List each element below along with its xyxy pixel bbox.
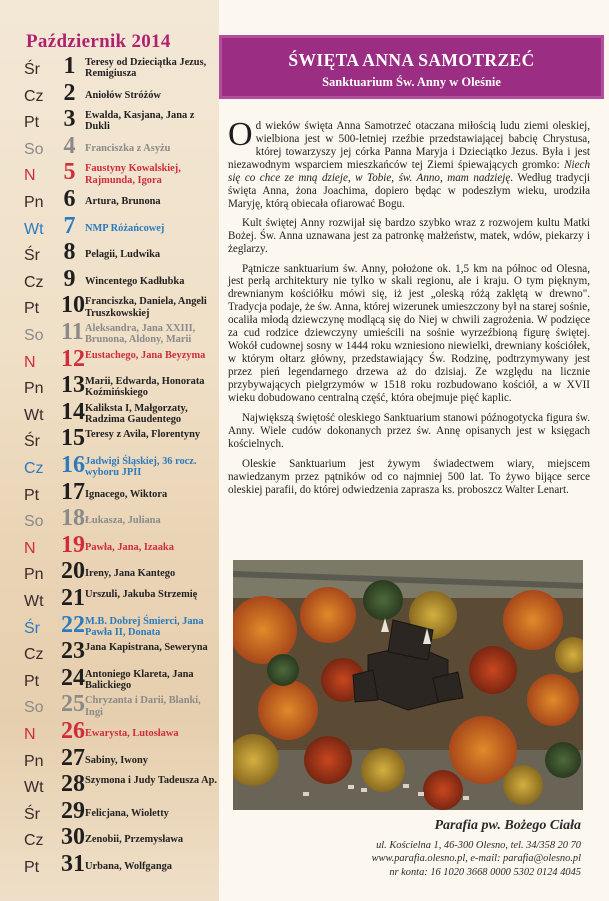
- day-of-week: Wt: [24, 593, 44, 610]
- day-of-week: Pt: [24, 486, 40, 504]
- day-number: 2: [63, 79, 76, 106]
- church-photo-illustration: [233, 560, 583, 810]
- name-day-names: Ireny, Jana Kantego: [85, 568, 176, 580]
- calendar-day-row: [0, 108, 219, 135]
- article-paragraph: Oleskie Sanktuarium jest żywym świadectwem wiary, miejscem nawiedzanym przez pątników od co najmniej 500 lat. To żywo bijące serce oleskiej parafii, do której odwiedzenia zaprasza ks. proboszcz Walter Lenart.: [228, 457, 590, 496]
- name-day-names: Urszuli, Jakuba Strzemię: [85, 589, 198, 600]
- church-aerial-photo: [233, 560, 583, 810]
- day-number: 29: [61, 797, 85, 824]
- parish-footer: [372, 818, 581, 879]
- name-day-names: Łukasza, Juliana: [85, 515, 161, 527]
- article-subtitle: Sanktuarium Św. Anny w Oleśnie: [322, 75, 501, 89]
- calendar-day-row: [0, 241, 219, 268]
- day-number: 31: [61, 851, 85, 877]
- calendar-day-row: [0, 212, 219, 242]
- day-of-week: Wt: [24, 779, 44, 797]
- day-number: 23: [61, 638, 85, 665]
- day-number: 21: [61, 585, 85, 611]
- day-of-week: Śr: [24, 61, 40, 78]
- day-number: 25: [61, 691, 85, 718]
- name-day-names: Teresy z Avila, Florentyny: [85, 429, 201, 441]
- name-day-names: Eustachego, Jana Beyzyma: [85, 349, 206, 361]
- day-of-week: Pt: [24, 114, 40, 132]
- day-number: 11: [61, 319, 84, 345]
- day-number: 3: [63, 106, 76, 133]
- calendar-day-row: [0, 374, 219, 401]
- article-paragraph: Największą świętość oleskiego Sanktuarium stanowi późnogotycka figura św. Anny. Wiele cudów dokonanych przez św. Annę opisanych jest w księgach kościelnych.: [228, 412, 590, 450]
- name-day-names: Faustyny Kowalskiej, Rajmunda, Igora: [85, 163, 181, 186]
- name-day-names: Franciszka z Asyżu: [85, 142, 171, 154]
- article-banner: [219, 35, 604, 99]
- day-of-week: Pn: [24, 752, 44, 770]
- day-of-week: N: [24, 167, 36, 185]
- day-number: 17: [61, 478, 85, 505]
- name-day-names: Chryzanta i Darii, Blanki, Ingi: [85, 695, 201, 718]
- day-number: 26: [61, 718, 85, 744]
- article-paragraph: Kult świętej Anny rozwijał się bardzo szybko wraz z rozwojem kultu Matki Bożej. Św. Anna uznawana jest za patronkę małżeństw, matek, wdów, piekarzy i żeglarzy.: [228, 216, 590, 255]
- day-of-week: Cz: [24, 832, 44, 850]
- calendar-day-row: [0, 294, 219, 321]
- name-day-names: Ignacego, Wiktora: [85, 488, 168, 500]
- day-number: 18: [61, 505, 85, 532]
- parish-name: Parafia pw. Bożego Ciała: [434, 818, 581, 833]
- day-of-week: Wt: [24, 406, 44, 424]
- calendar-day-row: [0, 826, 219, 853]
- calendar-day-row: [0, 507, 219, 534]
- calendar-day-row: [0, 188, 219, 215]
- day-of-week: Pn: [24, 566, 44, 584]
- day-number: 28: [61, 771, 85, 798]
- name-day-names: NMP Różańcowej: [85, 222, 165, 234]
- calendar-day-row: [0, 79, 219, 109]
- name-day-names: Jana Kapistrana, Seweryna: [85, 642, 208, 654]
- day-number: 4: [63, 132, 76, 159]
- day-of-week: Pt: [24, 859, 40, 876]
- drop-cap: O: [228, 116, 253, 153]
- calendar-day-row: [0, 640, 219, 667]
- name-day-names: Zenobii, Przemysława: [85, 834, 184, 846]
- day-of-week: Pn: [24, 380, 44, 398]
- day-number: 6: [63, 186, 76, 212]
- day-of-week: Śr: [24, 247, 40, 265]
- day-of-week: So: [24, 327, 44, 344]
- calendar-day-row: [0, 853, 219, 880]
- name-day-names: Antoniego Klareta, Jana Balickiego: [85, 668, 194, 692]
- name-day-names: Teresy od Dzieciątka Jezus, Remigiusza: [85, 57, 207, 80]
- calendar-day-row: [0, 773, 219, 800]
- calendar-day-row: [0, 531, 219, 561]
- day-of-week: Cz: [24, 87, 44, 105]
- day-number: 15: [61, 425, 85, 452]
- name-day-names: Pawła, Jana, Izaaka: [85, 541, 174, 553]
- calendar-day-row: [0, 693, 219, 720]
- day-of-week: Śr: [24, 619, 40, 637]
- article-body: [228, 116, 590, 504]
- day-of-week: N: [24, 353, 36, 371]
- calendar-day-row: [0, 265, 219, 295]
- calendar-day-row: [0, 132, 219, 162]
- name-day-names: M.B. Dobrej Śmierci, Jana Pawła II, Donata: [85, 615, 204, 638]
- day-number: 10: [61, 292, 85, 319]
- calendar-day-row: [0, 587, 219, 614]
- day-number: 27: [61, 744, 85, 771]
- day-of-week: Cz: [24, 273, 44, 291]
- day-of-week: So: [24, 699, 44, 717]
- name-day-names: Urbana, Wolfganga: [85, 861, 172, 872]
- calendar-day-row: [0, 321, 219, 348]
- calendar-column: [0, 0, 219, 901]
- day-number: 5: [63, 159, 76, 186]
- calendar-day-row: [0, 478, 219, 508]
- calendar-title: Październik 2014: [26, 31, 171, 52]
- calendar-day-row: [0, 427, 219, 454]
- day-of-week: Śr: [24, 433, 40, 451]
- day-number: 12: [61, 345, 85, 372]
- article-title: ŚWIĘTA ANNA SAMOTRZEĆ: [288, 50, 535, 70]
- day-of-week: Pn: [24, 194, 44, 211]
- day-of-week: Wt: [24, 220, 44, 238]
- day-number: 16: [61, 452, 85, 478]
- day-number: 14: [61, 398, 85, 425]
- day-of-week: Pt: [24, 300, 40, 318]
- name-day-names: Sabiny, Iwony: [85, 754, 148, 766]
- day-of-week: Cz: [24, 646, 44, 664]
- parish-bank-account: nr konta: 16 1020 3668 0000 5302 0124 4045: [389, 866, 581, 878]
- day-of-week: N: [24, 726, 36, 743]
- calendar-day-row: [0, 744, 219, 774]
- day-number: 8: [63, 239, 76, 266]
- day-number: 7: [63, 212, 76, 239]
- day-number: 1: [63, 53, 76, 79]
- day-number: 30: [61, 824, 85, 851]
- name-day-names: Jadwigi Śląskiej, 36 rocz. wyboru JPII: [85, 456, 197, 479]
- calendar-day-row: [0, 55, 219, 82]
- name-day-names: Aleksandra, Jana XXIII, Brunona, Aldony, Marii: [85, 323, 196, 346]
- name-day-names: Kaliksta I, Małgorzaty, Radzima Gaudentego: [85, 402, 188, 426]
- day-number: 13: [61, 372, 85, 399]
- name-day-names: Szymona i Judy Tadeusza Ap.: [85, 775, 217, 787]
- day-of-week: N: [24, 539, 36, 557]
- calendar-day-row: [0, 161, 219, 188]
- day-of-week: Pt: [24, 672, 40, 690]
- calendar-day-row: [0, 611, 219, 641]
- calendar-day-row: [0, 560, 219, 587]
- name-day-names: Marii, Edwarda, Honorata Koźmińskiego: [85, 376, 205, 399]
- name-day-names: Franciszka, Daniela, Angeli Truszkowskiej: [85, 296, 207, 319]
- name-day-names: Ewalda, Kasjana, Jana z Dukli: [85, 110, 195, 133]
- day-number: 20: [61, 558, 85, 585]
- name-day-names: Ewarysta, Lutosława: [85, 728, 179, 739]
- name-day-names: Pelagii, Ludwika: [85, 249, 161, 261]
- calendar-day-row: [0, 345, 219, 375]
- article-paragraph: Od wieków święta Anna Samotrzeć otaczana miłością ludu ziemi oleskiej, wielbiona jest w 500-letniej rzeźbie przedstawiającej babcię Chrystusa, której towarzyszy jej córka Panna Maryja i Dzieciątko Jezus. Była i jest niezawodnym wsparciem mieszkańców tej Ziemi śpiewających gromko: Niech się co chce ze mną dzieje, w Tobie, św. Anno, mam nadzieję. Według tradycji święta Anna, żona Joachima, dopiero będąc w podeszłym wieku, urodziła Maryję, którą obiecała ofiarować Bogu.: [228, 116, 590, 210]
- day-number: 9: [63, 265, 76, 292]
- parish-contact: www.parafia.olesno.pl, e-mail: parafia@olesno.pl: [371, 853, 581, 865]
- name-day-names: Wincentego Kadłubka: [85, 275, 185, 287]
- day-number: 19: [61, 531, 85, 558]
- calendar-day-row: [0, 398, 219, 428]
- day-of-week: Śr: [24, 805, 40, 823]
- parish-address: ul. Kościelna 1, 46-300 Olesno, tel. 34/358 20 70: [376, 840, 581, 851]
- day-number: 24: [61, 664, 85, 691]
- calendar-day-row: [0, 454, 219, 481]
- name-day-names: Aniołów Stróżów: [85, 89, 161, 101]
- name-day-names: Artura, Brunona: [85, 196, 161, 207]
- day-of-week: So: [24, 513, 44, 531]
- article-paragraph: Pątnicze sanktuarium św. Anny, położone ok. 1,5 km na północ od Olesna, jest perłą architektury nie tylko w skali regionu, ale i kraju. O tym pięknym, drewnianym kościółku mówi się, iż jest „oleską różą zaklętą w drewno". Tradycja podaje, że św. Anna, której wizerunek umieszczony był na starej sośnie, ocaliła młodą dziewczynę modlącą się do Niej w chwili zagrożenia. W podzięce za cud rodzice dziewczyny umieścili na sośnie wyrzeźbioną figurę świętej. Wokół cudownej sosny w 1444 roku wzniesiono niewielki, drewniany kościółek, w którym ołtarz główny, przedstawiający Św. Rodzinę, podtrzymywany jest przez pień legendarnego drzewa aż do dzisiaj. Ze względu na licznie przybywających pielgrzymów w 1518 roku rozbudowano kościół, a w XVII wieku dobudowano centralną część, która obejmuje pięć kaplic.: [228, 262, 590, 405]
- day-of-week: Cz: [24, 460, 44, 477]
- day-of-week: So: [24, 140, 44, 158]
- calendar-day-row: [0, 797, 219, 827]
- name-day-names: Felicjana, Wioletty: [85, 807, 169, 819]
- calendar-day-row: [0, 664, 219, 694]
- calendar-day-row: [0, 720, 219, 747]
- day-number: 22: [61, 611, 85, 638]
